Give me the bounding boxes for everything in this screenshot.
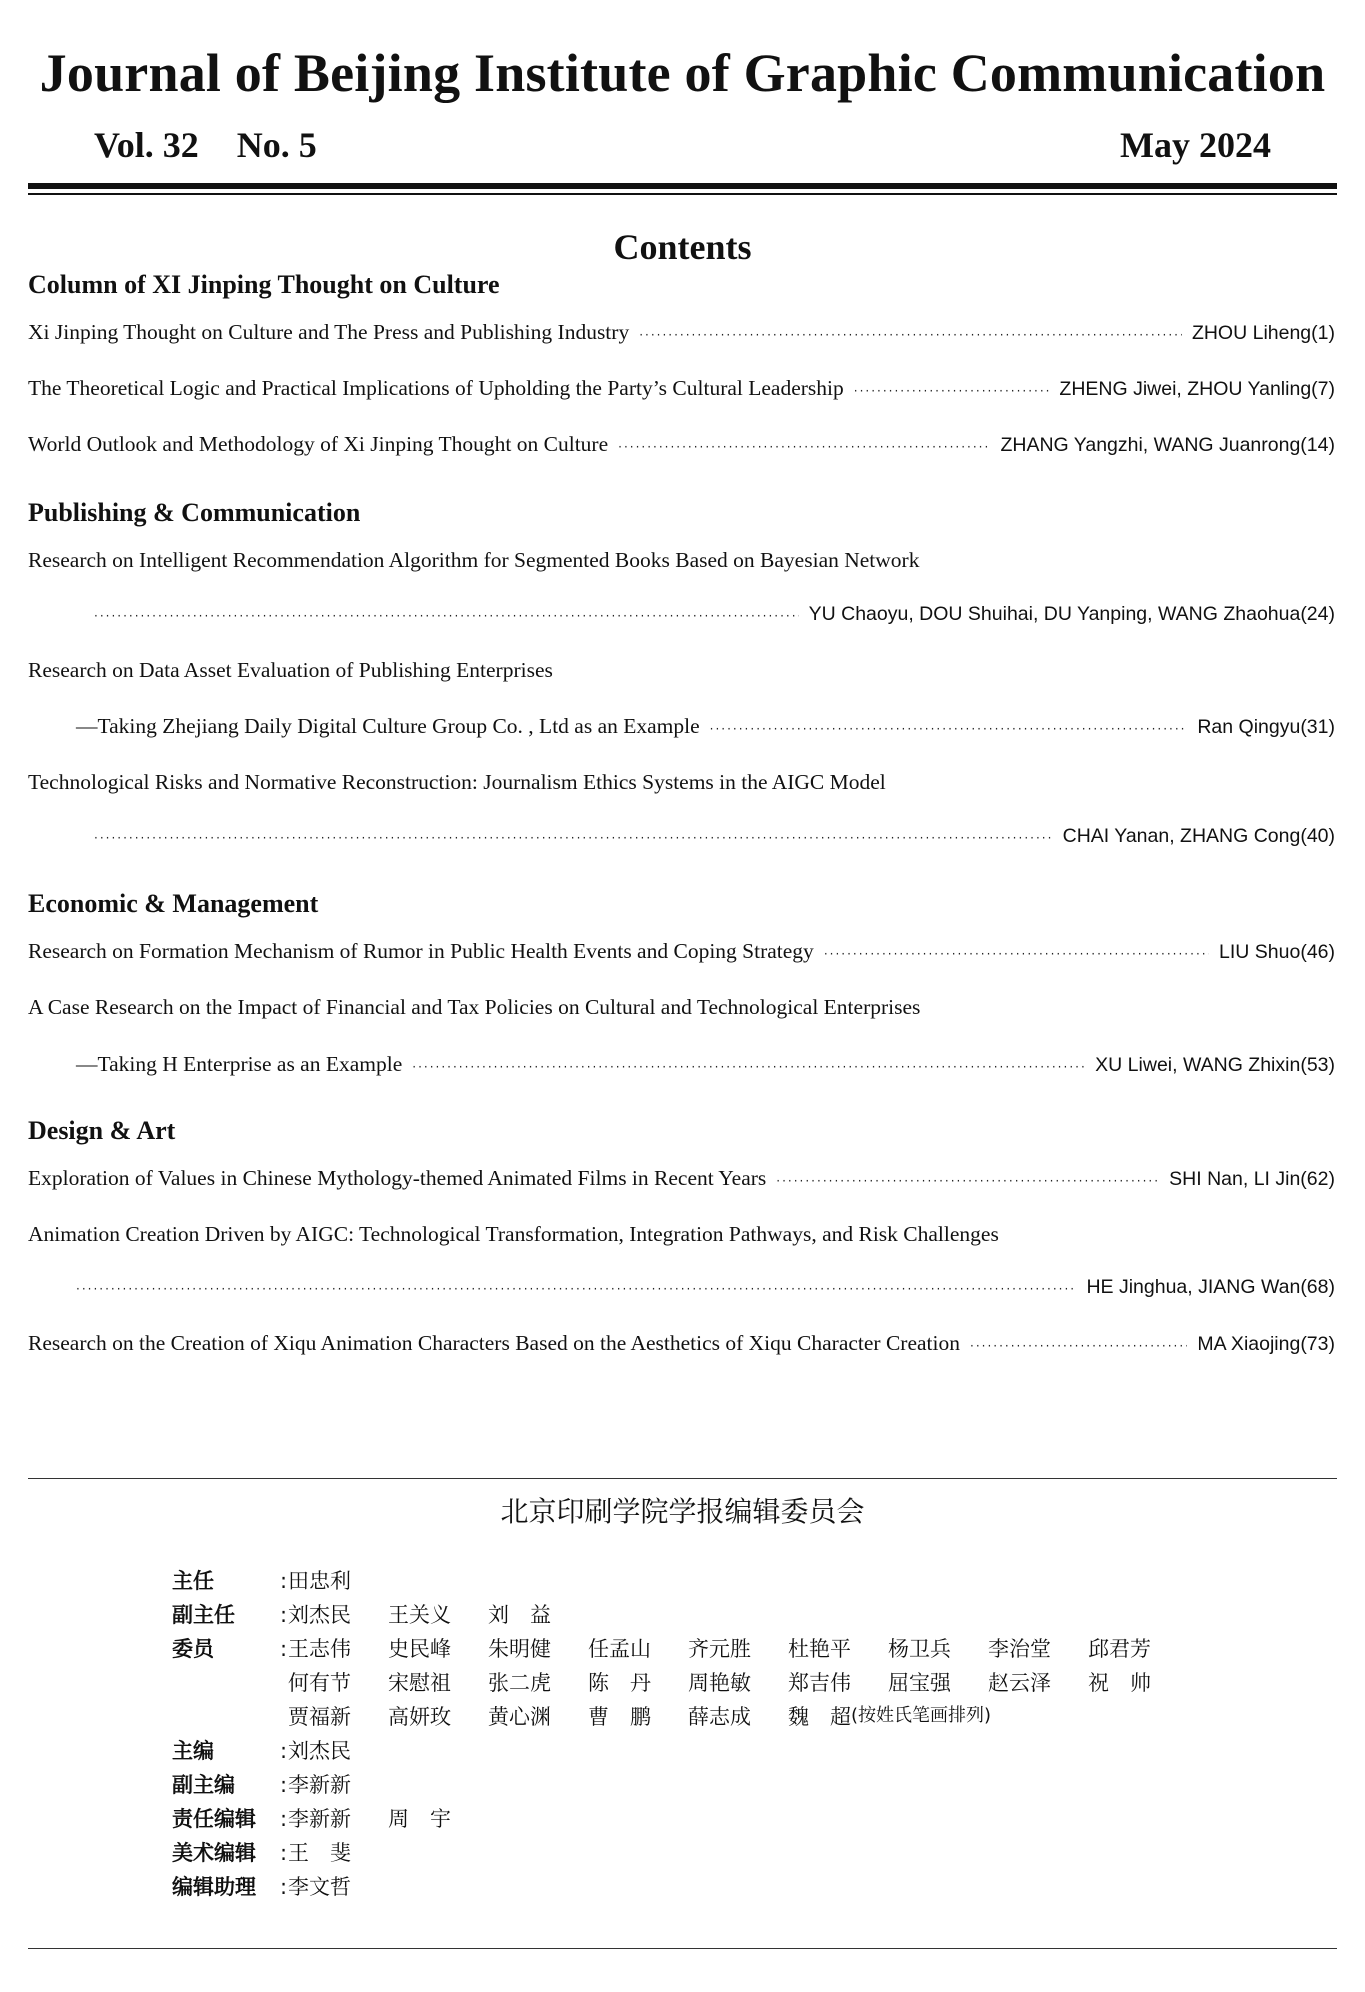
committee-label: 主编 [172,1739,214,1763]
committee-row-responsible-editor: 责任编辑 : 李新新 周 宇 [172,1803,488,1835]
committee-name: 何有节 [288,1671,351,1695]
committee-name: 李新新 [288,1807,351,1831]
article-authors: ZHENG Jiwei, ZHOU Yanling(7) [1059,378,1335,400]
article-authors: LIU Shuo(46) [1219,941,1335,963]
committee-name: 高妍玫 [388,1705,451,1729]
dot-leader [94,609,799,623]
toc-entry-continuation[interactable] [76,714,1335,744]
committee-name: 王关义 [388,1603,451,1627]
article-authors: HE Jinghua, JIANG Wan(68) [1086,1276,1335,1298]
committee-name: 王 斐 [288,1841,351,1865]
toc-entry[interactable] [28,770,1335,800]
toc-entry-continuation[interactable] [94,603,1335,633]
committee-name: 邱君芳 [1088,1637,1151,1661]
committee-name: 田忠利 [288,1569,351,1593]
committee-name: 刘 益 [488,1603,551,1627]
committee-title: 北京印刷学院学报编辑委员会 [500,1495,865,1528]
dot-leader [94,831,1053,845]
committee-name: 李新新 [288,1773,351,1797]
committee-name: 刘杰民 [288,1739,351,1763]
volume: Vol. 32 [94,125,199,165]
committee-name: 祝 帅 [1088,1671,1151,1695]
dot-leader [618,440,990,454]
committee-row-members [172,1667,1188,1699]
committee-label: 责任编辑 [172,1807,256,1831]
committee-name: 李文哲 [288,1875,351,1899]
committee-row-deputy-editor: 副主编 : 李新新 [172,1769,388,1801]
header-rule-thin [28,193,1337,195]
committee-label: 副主编 [172,1773,235,1797]
toc-entry[interactable] [28,432,1335,462]
article-subtitle: —Taking H Enterprise as an Example [76,1052,403,1076]
article-authors: YU Chaoyu, DOU Shuihai, DU Yanping, WANG Zhaohua(24) [808,603,1335,625]
committee-name: 屈宝强 [888,1671,951,1695]
committee-name: 杨卫兵 [888,1637,951,1661]
article-authors: CHAI Yanan, ZHANG Cong(40) [1062,825,1335,847]
committee-row-director: 主任 : 田忠利 [172,1565,388,1597]
committee-name: 郑吉伟 [788,1671,851,1695]
committee-name: 贾福新 [288,1705,351,1729]
committee-name: 魏 超 [788,1705,851,1729]
committee-name: 曹 鹏 [588,1705,651,1729]
committee-row-members [172,1701,991,1733]
committee-row-editor-in-chief: 主编 : 刘杰民 [172,1735,388,1767]
article-authors: Ran Qingyu(31) [1197,716,1335,738]
committee-row-art-editor: 美术编辑 : 王 斐 [172,1837,388,1869]
committee-note: (按姓氏笔画排列) [851,1705,992,1726]
article-title: Exploration of Values in Chinese Mythology-themed Animated Films in Recent Years [28,1166,767,1190]
committee-row-editorial-assistant: 编辑助理 : 李文哲 [172,1871,388,1903]
committee-name: 薛志成 [688,1705,751,1729]
toc-entry[interactable] [28,376,1335,406]
committee-row-deputy-director: 副主任 : 刘杰民 王关义 刘 益 [172,1599,588,1631]
committee-name: 周艳敏 [688,1671,751,1695]
article-authors: MA Xiaojing(73) [1197,1333,1335,1355]
article-authors: SHI Nan, LI Jin(62) [1169,1168,1335,1190]
committee-name: 张二虎 [488,1671,551,1695]
committee-label: 美术编辑 [172,1841,256,1865]
article-title: A Case Research on the Impact of Financial and Tax Policies on Cultural and Technological Enterprises [28,995,921,1019]
dot-leader [854,384,1050,398]
section-heading: Design & Art [28,1116,176,1145]
toc-entry[interactable] [28,658,1335,688]
toc-entry[interactable] [28,939,1335,969]
toc-entry-continuation[interactable] [94,825,1335,855]
dot-leader [970,1339,1187,1353]
article-authors: XU Liwei, WANG Zhixin(53) [1095,1054,1335,1076]
committee-name: 杜艳平 [788,1637,851,1661]
toc-entry[interactable] [28,1222,1335,1252]
article-authors: ZHOU Liheng(1) [1191,322,1335,344]
volume-number [94,124,317,166]
dot-leader [824,947,1209,961]
committee-label: 主任 [172,1569,214,1593]
divider-rule [28,1478,1337,1479]
toc-entry-continuation[interactable] [76,1052,1335,1082]
contents-heading: Contents [613,227,752,267]
section-heading: Publishing & Communication [28,498,361,527]
committee-name: 周 宇 [388,1807,451,1831]
committee-name: 史民峰 [388,1637,451,1661]
committee-name: 齐元胜 [688,1637,751,1661]
committee-name: 王志伟 [288,1637,351,1661]
toc-entry[interactable] [28,995,1335,1025]
article-subtitle: —Taking Zhejiang Daily Digital Culture Group Co. , Ltd as an Example [76,714,700,738]
journal-title: Journal of Beijing Institute of Graphic Communication [39,43,1326,103]
issue-number: No. 5 [236,125,317,165]
toc-entry[interactable] [28,320,1335,350]
committee-name: 朱明健 [488,1637,551,1661]
committee-name: 赵云泽 [988,1671,1051,1695]
committee-name: 黄心渊 [488,1705,551,1729]
section-heading: Economic & Management [28,889,319,918]
dot-leader [710,722,1188,736]
dot-leader [76,1282,1076,1296]
committee-label: 副主任 [172,1603,235,1627]
article-title: World Outlook and Methodology of Xi Jinping Thought on Culture [28,432,609,456]
header-rule-thick [28,183,1337,189]
committee-name: 任孟山 [588,1637,651,1661]
toc-entry[interactable] [28,1166,1335,1196]
article-title: Research on Data Asset Evaluation of Publishing Enterprises [28,658,553,682]
committee-name: 刘杰民 [288,1603,351,1627]
dot-leader [412,1060,1085,1074]
committee-label: 委员 [172,1637,214,1661]
toc-entry-continuation[interactable] [76,1276,1335,1306]
toc-entry[interactable] [28,1331,1335,1361]
article-title: Research on Intelligent Recommendation Algorithm for Segmented Books Based on Bayesian Network [28,548,920,572]
toc-entry[interactable] [28,548,1335,578]
committee-name: 陈 丹 [588,1671,651,1695]
article-title: Xi Jinping Thought on Culture and The Press and Publishing Industry [28,320,630,344]
article-title: Technological Risks and Normative Reconstruction: Journalism Ethics Systems in the AIGC Model [28,770,886,794]
article-title: Research on the Creation of Xiqu Animation Characters Based on the Aesthetics of Xiqu Character Creation [28,1331,960,1355]
dot-leader [776,1174,1159,1188]
committee-label: 编辑助理 [172,1875,256,1899]
article-title: The Theoretical Logic and Practical Implications of Upholding the Party’s Cultural Leadership [28,376,844,400]
section-heading: Column of XI Jinping Thought on Culture [28,270,500,299]
issue-date: May 2024 [1120,125,1271,165]
footer-rule [28,1948,1337,1949]
committee-row-members: 委员 : 王志伟 史民峰 朱明健 任孟山 齐元胜 杜艳平 杨卫兵 李治堂 邱君芳 [172,1633,1188,1665]
article-authors: ZHANG Yangzhi, WANG Juanrong(14) [1000,434,1335,456]
committee-name: 李治堂 [988,1637,1051,1661]
article-title: Research on Formation Mechanism of Rumor in Public Health Events and Coping Strategy [28,939,814,963]
committee-name: 宋慰祖 [388,1671,451,1695]
dot-leader [639,328,1182,342]
article-title: Animation Creation Driven by AIGC: Technological Transformation, Integration Pathways, and Risk Challenges [28,1222,999,1246]
